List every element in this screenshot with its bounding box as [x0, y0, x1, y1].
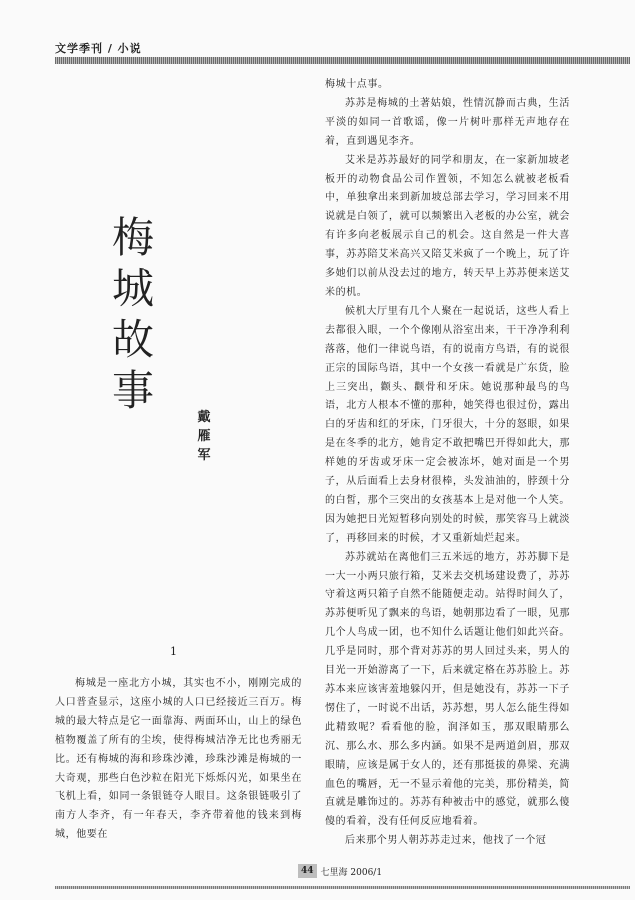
paragraph: 后来那个男人朝苏苏走过来，他找了一个冠 — [345, 835, 547, 847]
magazine-section-header: 文学季刊 / 小说 — [55, 42, 142, 55]
paragraph: 艾米是苏苏最好的同学和朋友，在一家新加坡老板开的动物食品公司作置领，不知怎么就被老板看中，单独拿出来到新加坡总部去学习，学习回来不用说就是白领了，就可以频繁出入老板的办公室，就会有许多向老板展示自己的机会。这自然是一件大喜事，苏苏陪艾米高兴又陪艾米疯了一个晚上，玩了许多她们以前从没去过的地方，转天早上苏苏便来送艾米的机。 — [325, 154, 570, 298]
page-footer — [298, 864, 382, 878]
paragraph: 候机大厅里有几个人聚在一起说话，这些人看上去都很入眼，一个个像刚从浴室出来，干干净净利利落落，他们一律说鸟语，有的说南方鸟语，有的说很正宗的国际鸟语，其中一个女孩一看就是广东货，脸上三突出，颧头、颧骨和牙床。她说那种最鸟的鸟语，北方人根本不懂的那种，她笑得也很过份，露出白的牙齿和红的牙床，门牙很大，十分的怒眼，如果是在冬季的北方，她肯定不敢把嘴巴开得如此大，那样她的牙齿或牙床一定会被冻坏，她对面是一个男子，从后面看上去身材很棒，头发油油的，脖颈十分的白皙，那个三突出的女孩基本上是对他一个人笑。因为她把日光短暂移向别处的时候，那笑容马上就淡了，再移回来的时候，才又重新灿烂起来。 — [325, 305, 570, 544]
title-char: 故 — [111, 315, 154, 364]
title-char: 事 — [111, 366, 154, 415]
paragraph: 梅城是一座北方小城，其实也不小，刚刚完成的人口普查显示，这座小城的人口已经接近三百万。梅城的最大特点是它一面靠海、两面环山，山上的绿色植物覆盖了所有的尘埃，使得梅城洁净无比也秀丽无比。还有梅城的海和珍珠沙滩，珍珠沙滩是梅城的一大奇观，那些白色沙粒在阳光下烁烁闪光，如果坐在飞机上看，如同一条银链夺人眼目。这条银链吸引了南方人李齐，有一年春天，李齐带着他的钱来到梅城，他要在 — [55, 678, 302, 841]
title-char: 城 — [111, 264, 154, 313]
paragraph: 苏苏是梅城的土著姑娘，性情沉静而古典，生活平淡的如同一首歌谣，像一片树叶那样无声地存在着，直到遇见李齐。 — [325, 97, 570, 147]
header-rule — [55, 57, 630, 64]
title-char: 梅 — [111, 213, 154, 262]
paragraph: 苏苏就站在离他们三五米远的地方，苏苏脚下是一大一小两只旅行箱，艾米去交机场建设费了，苏苏守着这两只箱子自然不能随便走动。站得时间久了，苏苏便听见了飘来的鸟语，她朝那边看了一眼，见那几个人鸟成一团，也不知什么话题让他们如此兴奋。几乎是同时，那个背对苏苏的男人回过头来，男人的目光一开始游离了一下，后来就定格在苏苏脸上。苏苏本来应该害羞地躲闪开，但是她没有，苏苏一下子愣住了，一时说不出话，苏苏想，男人怎么能生得如此精致呢？看看他的脸，润泽如玉，那双眼睛那么沉、那么水、那么多内涵。如果不是两道剑眉，那双眼睛，应该是属于女人的，还有那挺拔的鼻梁、充满血色的嘴唇，无一不显示着他的完美，那份精美，简直就是雕饰过的。苏苏有种被击中的感觉，就那么傻傻的看着，没有任何反应地看着。 — [325, 551, 570, 828]
footer-rule — [55, 886, 630, 889]
author-char: 雁 — [197, 429, 211, 444]
section-number: 1 — [170, 645, 177, 658]
author-char: 戴 — [197, 410, 211, 425]
author-char: 军 — [197, 448, 211, 463]
page-number: 44 — [298, 864, 317, 878]
left-column-text — [55, 675, 302, 845]
paragraph: 梅城十点事。 — [325, 79, 389, 90]
story-title — [103, 212, 163, 416]
magazine-issue: 七里海 2006/1 — [320, 867, 383, 878]
author-name — [196, 408, 212, 465]
right-column-text — [325, 76, 570, 851]
